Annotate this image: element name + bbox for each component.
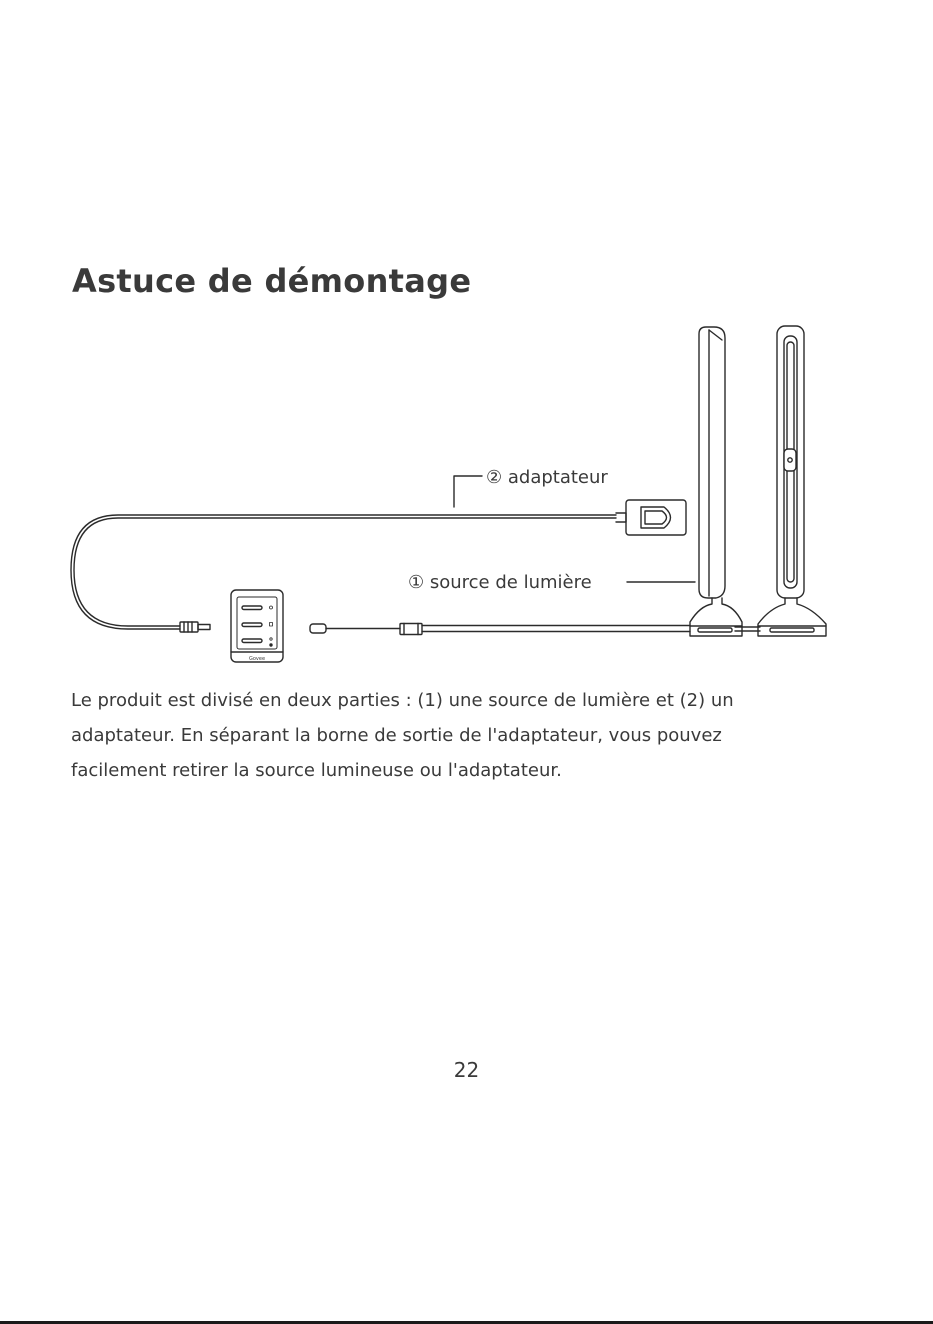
light-source-label: ① source de lumière	[408, 572, 592, 593]
adapter-box	[616, 500, 686, 535]
controller-cable	[310, 624, 760, 635]
description-line: facilement retirer la source lumineuse ou l'adaptateur.	[71, 760, 562, 781]
description-line: adaptateur. En séparant la borne de sortie de l'adaptateur, vous pouvez	[71, 725, 722, 746]
page-title: Astuce de démontage	[72, 262, 472, 300]
controller-brand: Govee	[248, 656, 266, 662]
adapter-label: ② adaptateur	[486, 467, 608, 488]
adapter-callout-line	[454, 476, 482, 507]
dc-plug	[180, 622, 210, 632]
controller	[231, 590, 283, 662]
light-bar-back	[758, 326, 826, 636]
description-paragraph	[71, 683, 891, 788]
light-bar-front	[690, 327, 742, 636]
page-number: 22	[453, 1058, 480, 1082]
description-line: Le produit est divisé en deux parties : (1) une source de lumière et (2) un	[71, 690, 734, 711]
